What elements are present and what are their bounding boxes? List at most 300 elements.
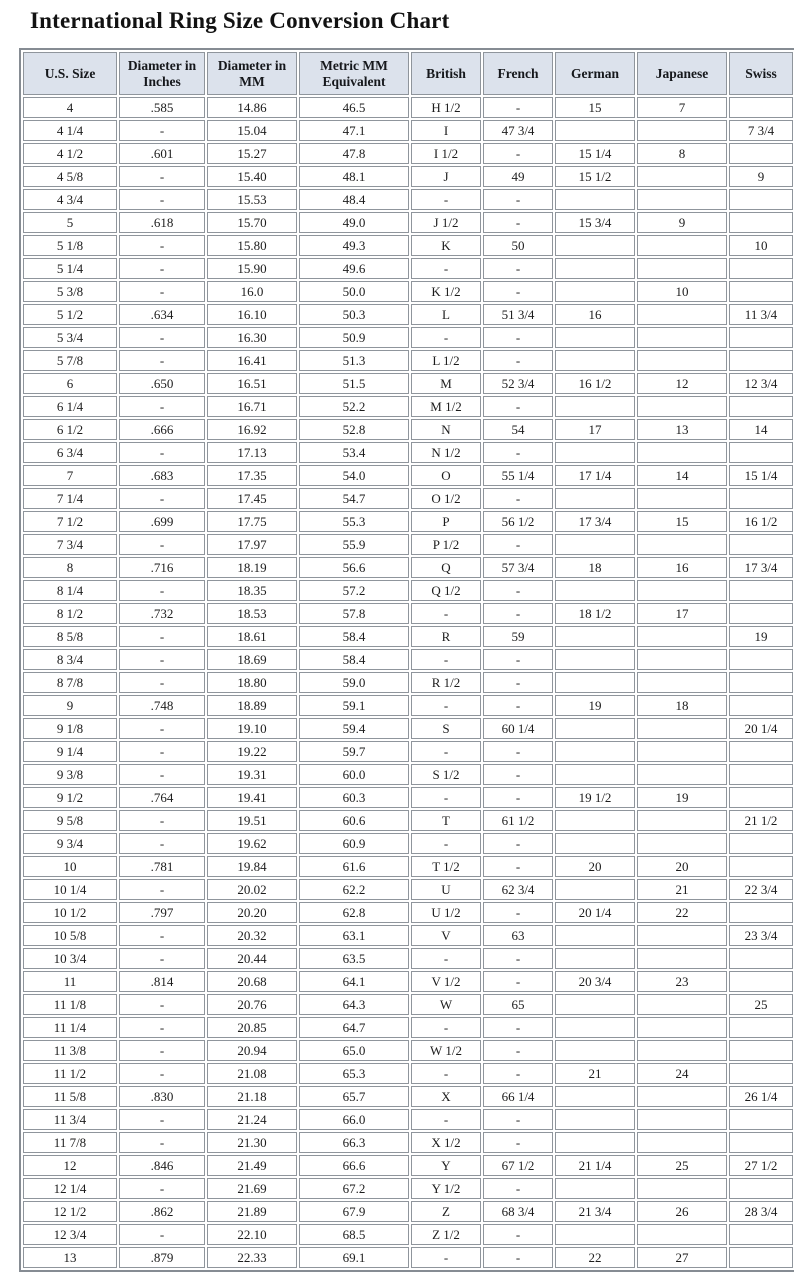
table-cell: 12 1/2	[23, 1201, 117, 1222]
table-cell: 12	[637, 373, 727, 394]
table-cell: .814	[119, 971, 205, 992]
table-cell: 48.1	[299, 166, 409, 187]
table-header	[23, 52, 793, 95]
table-cell: 12	[23, 1155, 117, 1176]
table-cell	[729, 1017, 793, 1038]
table-cell: 67.2	[299, 1178, 409, 1199]
table-cell: 20.68	[207, 971, 297, 992]
table-cell: 49.3	[299, 235, 409, 256]
table-cell	[555, 626, 635, 647]
table-row	[23, 189, 793, 210]
table-cell: 51.5	[299, 373, 409, 394]
table-cell: 64.1	[299, 971, 409, 992]
table-cell: 20.85	[207, 1017, 297, 1038]
table-cell: 17 1/4	[555, 465, 635, 486]
table-cell: 16.30	[207, 327, 297, 348]
table-cell: 20	[555, 856, 635, 877]
table-cell: -	[119, 580, 205, 601]
table-cell: 21.08	[207, 1063, 297, 1084]
table-cell: -	[483, 603, 553, 624]
table-cell	[555, 396, 635, 417]
table-cell: .601	[119, 143, 205, 164]
table-cell: 66.3	[299, 1132, 409, 1153]
table-cell: .634	[119, 304, 205, 325]
table-cell: 60.3	[299, 787, 409, 808]
table-cell: X 1/2	[411, 1132, 481, 1153]
table-cell: 13	[637, 419, 727, 440]
table-cell: 24	[637, 1063, 727, 1084]
table-cell	[729, 442, 793, 463]
table-cell: P 1/2	[411, 534, 481, 555]
table-cell: .764	[119, 787, 205, 808]
table-cell: I	[411, 120, 481, 141]
table-cell: 9	[637, 212, 727, 233]
table-cell: 67 1/2	[483, 1155, 553, 1176]
table-cell: 67.9	[299, 1201, 409, 1222]
table-cell	[637, 764, 727, 785]
table-cell: 52.2	[299, 396, 409, 417]
table-cell	[555, 672, 635, 693]
table-cell: 4 1/2	[23, 143, 117, 164]
table-cell: V 1/2	[411, 971, 481, 992]
table-cell: 21.30	[207, 1132, 297, 1153]
table-row	[23, 787, 793, 808]
table-cell: 16.51	[207, 373, 297, 394]
table-cell: 21.69	[207, 1178, 297, 1199]
table-row	[23, 166, 793, 187]
table-cell: 11 1/4	[23, 1017, 117, 1038]
table-cell	[729, 902, 793, 923]
table-cell: 7 1/4	[23, 488, 117, 509]
table-cell: -	[119, 948, 205, 969]
table-cell: -	[119, 281, 205, 302]
table-cell: 19 1/2	[555, 787, 635, 808]
table-cell: -	[119, 166, 205, 187]
table-cell: 63.5	[299, 948, 409, 969]
page-title: International Ring Size Conversion Chart	[30, 8, 450, 33]
table-row	[23, 212, 793, 233]
table-cell: 10 1/4	[23, 879, 117, 900]
table-cell: N 1/2	[411, 442, 481, 463]
table-cell: 17.45	[207, 488, 297, 509]
table-row	[23, 465, 793, 486]
table-cell	[555, 833, 635, 854]
table-cell	[729, 580, 793, 601]
table-cell: .748	[119, 695, 205, 716]
table-cell	[637, 833, 727, 854]
table-cell: 58.4	[299, 649, 409, 670]
table-cell: .666	[119, 419, 205, 440]
table-cell	[729, 1109, 793, 1130]
column-header-japanese: Japanese	[637, 52, 727, 95]
table-cell: 51 3/4	[483, 304, 553, 325]
table-cell	[729, 741, 793, 762]
table-cell	[729, 672, 793, 693]
table-cell: 21 1/4	[555, 1155, 635, 1176]
table-cell	[555, 580, 635, 601]
table-cell: -	[119, 741, 205, 762]
table-cell: 19.41	[207, 787, 297, 808]
table-cell: 11 1/8	[23, 994, 117, 1015]
table-cell: 46.5	[299, 97, 409, 118]
table-cell	[729, 649, 793, 670]
table-row	[23, 718, 793, 739]
table-cell	[555, 1109, 635, 1130]
table-cell	[729, 1040, 793, 1061]
table-cell: 60.6	[299, 810, 409, 831]
table-cell: -	[483, 1224, 553, 1245]
table-cell: 6 3/4	[23, 442, 117, 463]
table-cell: 4 5/8	[23, 166, 117, 187]
column-header-british: British	[411, 52, 481, 95]
table-cell: -	[411, 1017, 481, 1038]
table-cell: 64.3	[299, 994, 409, 1015]
table-cell: 15 1/4	[729, 465, 793, 486]
table-cell: 53.4	[299, 442, 409, 463]
table-cell	[637, 741, 727, 762]
table-cell	[637, 994, 727, 1015]
table-cell: 50.0	[299, 281, 409, 302]
table-cell: -	[119, 718, 205, 739]
table-cell	[637, 649, 727, 670]
table-cell: 23 3/4	[729, 925, 793, 946]
table-cell: -	[119, 994, 205, 1015]
table-row	[23, 925, 793, 946]
table-cell: 17.35	[207, 465, 297, 486]
table-cell: -	[483, 97, 553, 118]
table-cell: -	[119, 1178, 205, 1199]
table-row	[23, 327, 793, 348]
table-cell: -	[483, 856, 553, 877]
table-cell	[637, 488, 727, 509]
table-row	[23, 442, 793, 463]
table-cell: 20.20	[207, 902, 297, 923]
table-cell: J	[411, 166, 481, 187]
table-row	[23, 672, 793, 693]
table-cell	[637, 120, 727, 141]
table-cell: -	[119, 534, 205, 555]
table-cell	[729, 281, 793, 302]
table-cell: 10	[23, 856, 117, 877]
table-cell	[729, 189, 793, 210]
table-cell	[555, 442, 635, 463]
table-cell: 20 3/4	[555, 971, 635, 992]
table-cell	[637, 304, 727, 325]
table-cell: -	[119, 235, 205, 256]
table-cell: 11 3/4	[23, 1109, 117, 1130]
table-cell: 8 7/8	[23, 672, 117, 693]
table-cell	[555, 1086, 635, 1107]
table-cell: 8 1/4	[23, 580, 117, 601]
table-cell: 55.9	[299, 534, 409, 555]
table-cell: 20 1/4	[555, 902, 635, 923]
table-row	[23, 1201, 793, 1222]
table-cell: .797	[119, 902, 205, 923]
table-cell: 52.8	[299, 419, 409, 440]
table-cell: 11 7/8	[23, 1132, 117, 1153]
table-cell: 21.49	[207, 1155, 297, 1176]
table-cell: 20 1/4	[729, 718, 793, 739]
table-cell: -	[483, 488, 553, 509]
table-cell: -	[483, 442, 553, 463]
table-cell	[729, 1178, 793, 1199]
table-cell: 16 1/2	[555, 373, 635, 394]
table-cell: -	[119, 764, 205, 785]
table-cell	[637, 672, 727, 693]
table-cell: 8 5/8	[23, 626, 117, 647]
table-row	[23, 833, 793, 854]
table-cell: 18 1/2	[555, 603, 635, 624]
column-header-diameter-in-mm: Diameter in MM	[207, 52, 297, 95]
table-cell	[637, 810, 727, 831]
table-cell: 19.31	[207, 764, 297, 785]
table-cell: 21.89	[207, 1201, 297, 1222]
table-cell	[729, 695, 793, 716]
table-cell: 21.24	[207, 1109, 297, 1130]
table-cell	[729, 1224, 793, 1245]
column-header-french: French	[483, 52, 553, 95]
table-cell: 4 3/4	[23, 189, 117, 210]
table-cell: 68.5	[299, 1224, 409, 1245]
table-cell: -	[483, 1132, 553, 1153]
table-cell: 21.18	[207, 1086, 297, 1107]
table-cell: 7 1/2	[23, 511, 117, 532]
table-cell	[637, 327, 727, 348]
table-cell: 23	[637, 971, 727, 992]
table-cell: -	[483, 1109, 553, 1130]
table-row	[23, 603, 793, 624]
table-cell: 47.1	[299, 120, 409, 141]
table-cell: 16.71	[207, 396, 297, 417]
table-cell: -	[483, 327, 553, 348]
table-cell: 5 1/8	[23, 235, 117, 256]
column-header-metric-mm-equivalent: Metric MM Equivalent	[299, 52, 409, 95]
table-cell: N	[411, 419, 481, 440]
table-cell	[637, 1040, 727, 1061]
table-row	[23, 557, 793, 578]
table-cell: T 1/2	[411, 856, 481, 877]
table-cell: 20.76	[207, 994, 297, 1015]
table-cell: 22	[555, 1247, 635, 1268]
table-cell: -	[119, 649, 205, 670]
table-cell: 8 1/2	[23, 603, 117, 624]
table-cell: 12 1/4	[23, 1178, 117, 1199]
table-cell: 62.8	[299, 902, 409, 923]
table-cell	[555, 1017, 635, 1038]
table-row	[23, 626, 793, 647]
table-cell: .879	[119, 1247, 205, 1268]
table-cell: -	[483, 902, 553, 923]
table-cell: 17.75	[207, 511, 297, 532]
table-cell: 9 3/4	[23, 833, 117, 854]
table-cell: 5 1/2	[23, 304, 117, 325]
table-cell	[637, 626, 727, 647]
table-cell: 55.3	[299, 511, 409, 532]
table-cell: 19.22	[207, 741, 297, 762]
table-row	[23, 1040, 793, 1061]
table-cell: .585	[119, 97, 205, 118]
table-cell: -	[119, 833, 205, 854]
table-cell	[555, 1132, 635, 1153]
table-cell: 27	[637, 1247, 727, 1268]
table-cell: 16 1/2	[729, 511, 793, 532]
table-cell: .618	[119, 212, 205, 233]
table-cell: 19	[729, 626, 793, 647]
table-row	[23, 695, 793, 716]
table-cell: 10	[637, 281, 727, 302]
table-cell	[729, 534, 793, 555]
table-cell: -	[411, 327, 481, 348]
table-cell	[555, 810, 635, 831]
table-cell: 18.61	[207, 626, 297, 647]
table-cell: 65	[483, 994, 553, 1015]
table-cell: 14	[729, 419, 793, 440]
table-cell	[729, 143, 793, 164]
table-cell	[555, 741, 635, 762]
table-cell: 57.2	[299, 580, 409, 601]
table-row	[23, 488, 793, 509]
table-cell	[555, 258, 635, 279]
table-cell: -	[119, 442, 205, 463]
table-cell: -	[483, 350, 553, 371]
table-cell: 20.32	[207, 925, 297, 946]
table-cell: 49.6	[299, 258, 409, 279]
table-cell: 6 1/2	[23, 419, 117, 440]
table-row	[23, 235, 793, 256]
table-cell: 16	[555, 304, 635, 325]
table-cell: -	[119, 488, 205, 509]
table-cell	[637, 1086, 727, 1107]
table-cell: 57 3/4	[483, 557, 553, 578]
column-header-u-s-size: U.S. Size	[23, 52, 117, 95]
table-cell	[637, 1178, 727, 1199]
table-cell: O 1/2	[411, 488, 481, 509]
table-cell	[729, 1247, 793, 1268]
table-row	[23, 511, 793, 532]
table-cell: -	[483, 143, 553, 164]
table-cell: -	[119, 1063, 205, 1084]
table-cell: 18.35	[207, 580, 297, 601]
table-cell: J 1/2	[411, 212, 481, 233]
table-cell: 15.90	[207, 258, 297, 279]
table-cell: 56 1/2	[483, 511, 553, 532]
table-row	[23, 419, 793, 440]
table-cell: 18.53	[207, 603, 297, 624]
table-cell: -	[119, 258, 205, 279]
table-cell	[555, 281, 635, 302]
table-cell: 15	[555, 97, 635, 118]
table-cell: -	[483, 948, 553, 969]
table-row	[23, 120, 793, 141]
table-cell: 16	[637, 557, 727, 578]
table-cell	[637, 442, 727, 463]
table-cell: 9	[23, 695, 117, 716]
table-cell: 48.4	[299, 189, 409, 210]
table-cell: -	[119, 1224, 205, 1245]
table-row	[23, 1247, 793, 1268]
table-cell: 61 1/2	[483, 810, 553, 831]
table-cell: 7	[23, 465, 117, 486]
table-cell: 63	[483, 925, 553, 946]
table-cell	[729, 327, 793, 348]
table-cell: -	[411, 787, 481, 808]
table-row	[23, 1063, 793, 1084]
table-cell: -	[119, 925, 205, 946]
table-cell: 6 1/4	[23, 396, 117, 417]
table-cell: -	[411, 649, 481, 670]
table-cell: -	[483, 971, 553, 992]
table-cell: 17.97	[207, 534, 297, 555]
table-cell: 27 1/2	[729, 1155, 793, 1176]
table-cell: 12 3/4	[23, 1224, 117, 1245]
table-cell: 16.41	[207, 350, 297, 371]
table-cell	[637, 350, 727, 371]
table-row	[23, 350, 793, 371]
table-cell: 8 3/4	[23, 649, 117, 670]
table-cell: 49	[483, 166, 553, 187]
table-cell: -	[119, 1040, 205, 1061]
table-cell: 17 3/4	[729, 557, 793, 578]
table-cell: -	[483, 1040, 553, 1061]
table-cell: 14.86	[207, 97, 297, 118]
table-cell	[555, 1224, 635, 1245]
table-cell: 66 1/4	[483, 1086, 553, 1107]
table-cell	[637, 718, 727, 739]
table-cell	[729, 1063, 793, 1084]
table-cell: Q 1/2	[411, 580, 481, 601]
table-cell: -	[119, 350, 205, 371]
table-cell: 9	[729, 166, 793, 187]
table-row	[23, 304, 793, 325]
table-cell: -	[483, 1178, 553, 1199]
table-cell: 7 3/4	[729, 120, 793, 141]
table-row	[23, 258, 793, 279]
table-cell	[637, 925, 727, 946]
table-cell: 12 3/4	[729, 373, 793, 394]
table-cell: 15	[637, 511, 727, 532]
table-cell: 21 3/4	[555, 1201, 635, 1222]
table-cell: 15 1/4	[555, 143, 635, 164]
table-cell: 59.1	[299, 695, 409, 716]
table-cell	[729, 787, 793, 808]
table-cell: -	[411, 1247, 481, 1268]
table-cell: U 1/2	[411, 902, 481, 923]
table-cell: 50.3	[299, 304, 409, 325]
table-cell: -	[411, 189, 481, 210]
table-cell: 50	[483, 235, 553, 256]
table-row	[23, 1017, 793, 1038]
table-cell: 10	[729, 235, 793, 256]
table-cell	[729, 971, 793, 992]
table-cell: 11 5/8	[23, 1086, 117, 1107]
table-cell: -	[119, 327, 205, 348]
table-cell: H 1/2	[411, 97, 481, 118]
table-cell: -	[119, 672, 205, 693]
table-cell: W 1/2	[411, 1040, 481, 1061]
table-row	[23, 373, 793, 394]
table-cell: .781	[119, 856, 205, 877]
table-cell	[555, 235, 635, 256]
table-cell: 15.27	[207, 143, 297, 164]
table-row	[23, 971, 793, 992]
table-cell	[555, 649, 635, 670]
table-cell: 18.69	[207, 649, 297, 670]
table-cell: Z 1/2	[411, 1224, 481, 1245]
table-cell: 68 3/4	[483, 1201, 553, 1222]
table-cell: 22.10	[207, 1224, 297, 1245]
table-cell: 52 3/4	[483, 373, 553, 394]
table-row	[23, 1224, 793, 1245]
